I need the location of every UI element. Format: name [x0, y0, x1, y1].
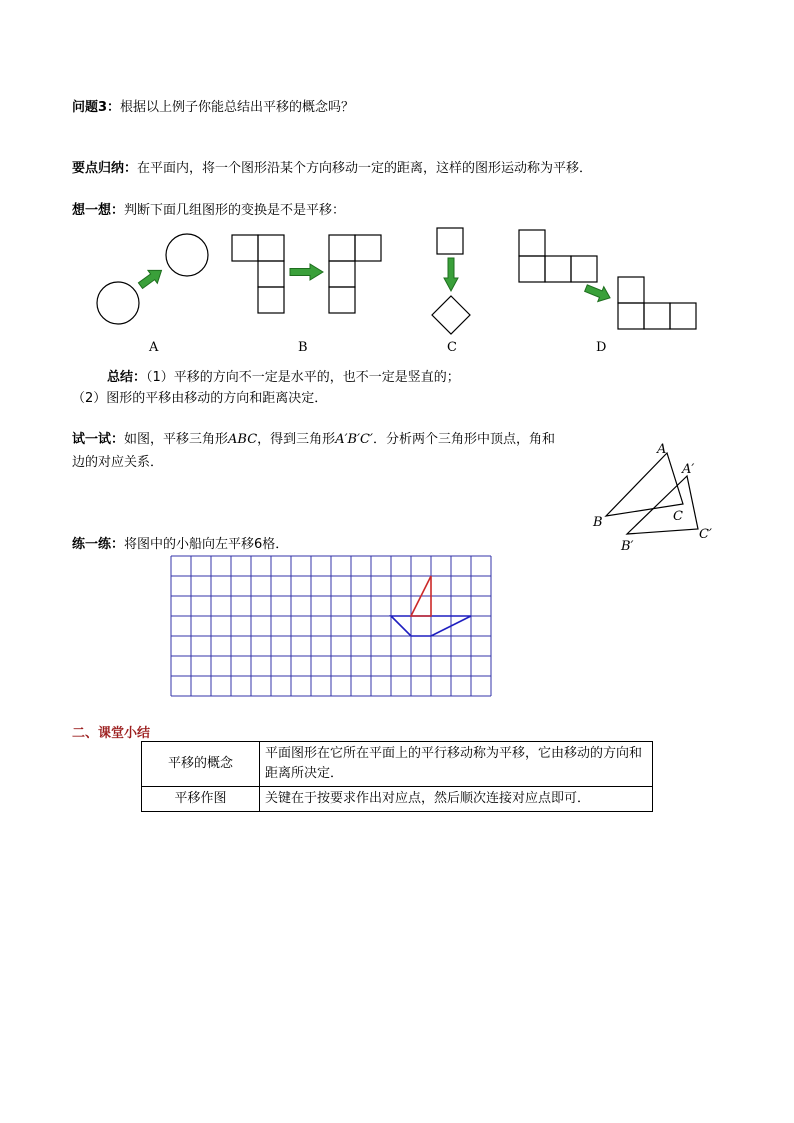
section-title-class-summary: 二、课堂小结 — [72, 726, 151, 741]
try-line-1 — [72, 430, 555, 450]
think-prompt — [72, 201, 345, 221]
figure-b-cell — [355, 235, 381, 261]
summary-value: 关键在于按要求作出对应点，然后顺次连接对应点即可． — [260, 787, 653, 812]
figure-a — [97, 234, 208, 324]
triangle-abc-name: ABC — [228, 432, 258, 447]
vertex-label-b-prime: B′ — [621, 539, 634, 554]
figure-d-cell — [670, 303, 696, 329]
key-points — [72, 159, 592, 179]
figure-a-circle-original — [97, 282, 139, 324]
vertex-label-b: B — [593, 515, 603, 530]
vertex-label-a: A — [657, 442, 667, 457]
key-points-text: 在平面内，将一个图形沿某个方向移动一定的距离，这样的图形运动称为平移． — [137, 161, 593, 176]
arrow-icon — [290, 264, 323, 280]
figure-b-cell — [258, 261, 284, 287]
summary-key: 平移的概念 — [142, 742, 260, 787]
conclusion-line-1 — [107, 368, 460, 388]
vertex-label-c-prime: C′ — [699, 527, 712, 542]
think-label: 想一想： — [72, 203, 125, 218]
figure-d-cell — [545, 256, 571, 282]
figure-d-cell — [571, 256, 597, 282]
boat-grid — [170, 555, 492, 698]
figure-a-circle-moved — [166, 234, 208, 276]
figure-label-b: B — [298, 340, 308, 355]
key-points-label: 要点归纳： — [72, 161, 138, 176]
figure-d — [519, 230, 696, 329]
figure-b-cell — [258, 287, 284, 313]
try-line-2: 边的对应关系． — [72, 455, 164, 470]
figure-label-c: C — [447, 340, 457, 355]
figure-b-cell — [258, 235, 284, 261]
triangles-figure — [585, 436, 725, 558]
vertex-label-c: C — [673, 509, 683, 524]
practice-text: 将图中的小船向左平移6格． — [124, 537, 289, 552]
triangle-abc-prime — [627, 476, 698, 534]
table-row — [142, 787, 653, 812]
try-text-c: ．分析两个三角形中顶点，角和 — [372, 432, 555, 447]
figure-b-cell — [329, 287, 355, 313]
arrow-icon — [583, 281, 613, 306]
conclusion-label: 总结： — [107, 370, 147, 385]
try-text-b: ，得到三角形 — [257, 432, 336, 447]
figure-b-cell — [232, 235, 258, 261]
practice-line — [72, 535, 288, 555]
triangle-abc-prime-name: A′B′C′ — [335, 432, 373, 447]
summary-value: 平面图形在它所在平面上的平行移动称为平移，它由移动的方向和距离所决定． — [260, 742, 653, 787]
table-row — [142, 742, 653, 787]
grid-lines — [171, 556, 491, 696]
conclusion-line-2: （2）图形的平移由移动的方向和距离决定． — [72, 391, 328, 406]
think-text: 判断下面几组图形的变换是不是平移： — [124, 203, 346, 218]
conclusion-text-1: （1）平移的方向不一定是水平的，也不一定是竖直的； — [146, 370, 460, 385]
figure-c — [432, 228, 470, 334]
figure-d-cell — [618, 303, 644, 329]
arrow-icon — [136, 264, 166, 292]
arrow-icon — [444, 258, 458, 291]
question-3-text: 根据以上例子你能总结出平移的概念吗？ — [120, 100, 355, 115]
question-3-label: 问题3： — [72, 100, 121, 115]
figure-c-square — [437, 228, 463, 254]
vertex-label-a-prime: A′ — [682, 462, 695, 477]
summary-key: 平移作图 — [142, 787, 260, 812]
triangle-abc — [606, 453, 683, 516]
figure-d-cell — [618, 277, 644, 303]
figure-b-cell — [329, 261, 355, 287]
figure-d-cell — [519, 256, 545, 282]
translation-figures — [0, 220, 794, 340]
question-3 — [72, 98, 354, 118]
practice-label: 练一练： — [72, 537, 125, 552]
try-text-a: 如图，平移三角形 — [124, 432, 229, 447]
figure-d-cell — [519, 230, 545, 256]
figure-label-a: A — [149, 340, 159, 355]
figure-c-diamond — [432, 296, 470, 334]
figure-b-cell — [329, 235, 355, 261]
summary-table — [141, 741, 653, 812]
try-label: 试一试： — [72, 432, 125, 447]
figure-d-cell — [644, 303, 670, 329]
figure-label-d: D — [596, 340, 607, 355]
